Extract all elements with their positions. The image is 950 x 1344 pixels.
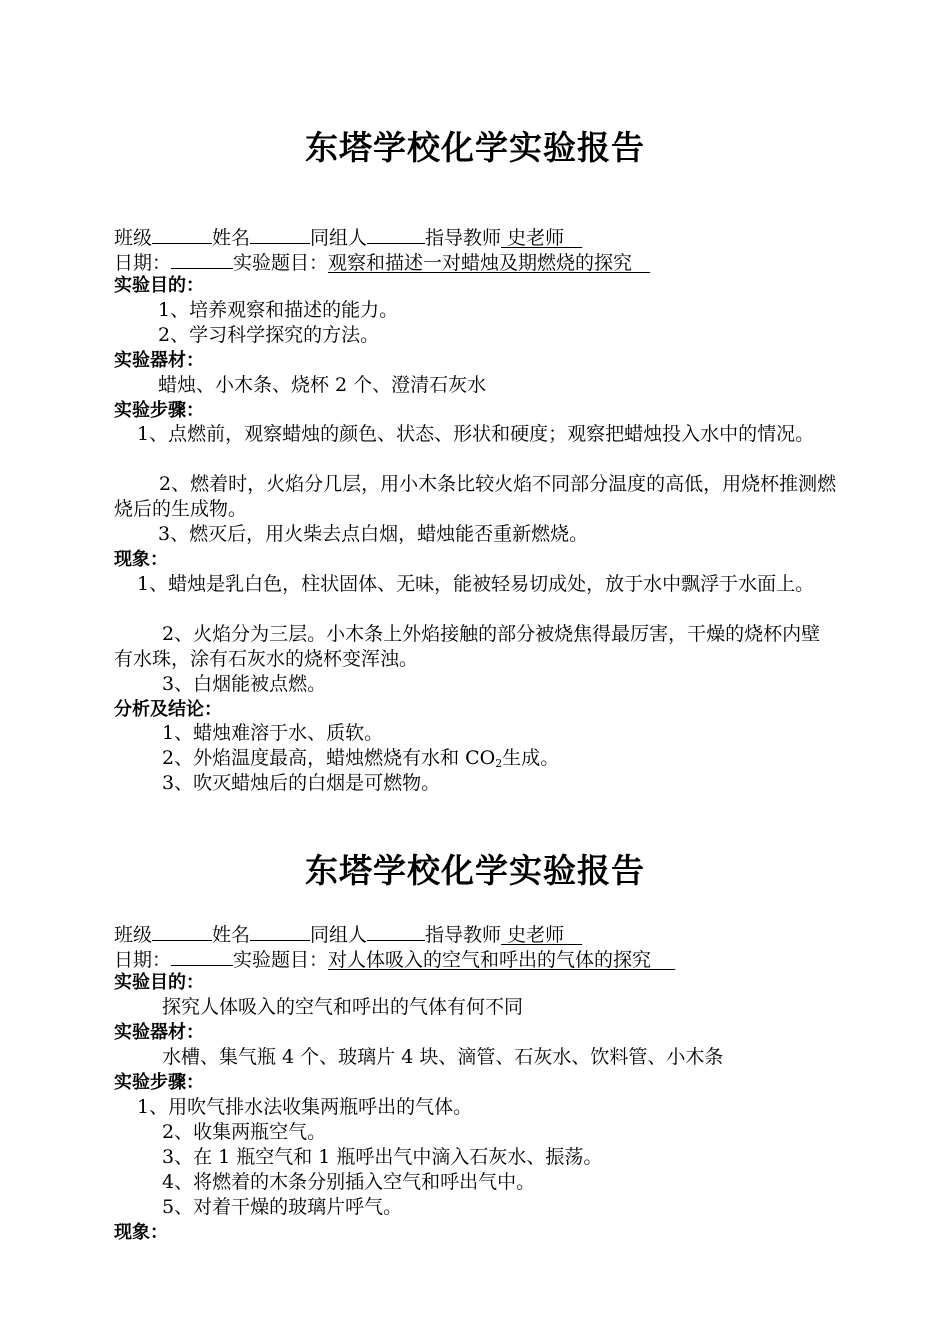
class-label: 班级 [114, 924, 153, 946]
name-blank[interactable] [250, 224, 310, 244]
step-item: 2、收集两瓶空气。 [162, 1121, 327, 1143]
steps-heading: 实验步骤： [114, 400, 204, 421]
teacher-label: 指导教师 [425, 924, 502, 946]
topic-value: 观察和描述一对蜡烛及期燃烧的探究 [328, 252, 651, 274]
date-blank[interactable] [171, 946, 233, 966]
name-label: 姓名 [212, 227, 251, 249]
analysis-item [114, 746, 838, 771]
step-item: 4、将燃着的木条分别插入空气和呼出气中。 [162, 1171, 536, 1193]
report-title: 东塔学校化学实验报告 [305, 128, 645, 167]
step-item: 2、燃着时，火焰分几层，用小木条比较火焰不同部分温度的高低，用烧杯推测燃烧后的生成物。 [114, 473, 837, 520]
report-title: 东塔学校化学实验报告 [305, 851, 645, 890]
name-blank[interactable] [250, 921, 310, 941]
step-item: 3、在 1 瓶空气和 1 瓶呼出气中滴入石灰水、振荡。 [162, 1146, 603, 1168]
phenomena-item: 3、白烟能被点燃。 [162, 673, 327, 695]
info-line-date [114, 946, 838, 973]
group-blank[interactable] [367, 224, 425, 244]
purpose-item: 1、培养观察和描述的能力。 [158, 299, 399, 321]
step-item: 1、点燃前，观察蜡烛的颜色、状态、形状和硬度；观察把蜡烛投入水中的情况。 [137, 423, 815, 445]
info-line-date [114, 249, 838, 276]
phenomena-item: 1、蜡烛是乳白色，柱状固体、无味，能被轻易切成处，放于水中飘浮于水面上。 [137, 573, 815, 595]
purpose-heading: 实验目的： [114, 275, 204, 296]
teacher-value: 史老师 [501, 227, 583, 249]
phenomena-item: 2、火焰分为三层。小木条上外焰接触的部分被烧焦得最厉害，干燥的烧杯内壁有水珠，涂有石灰水的烧杯变浑浊。 [114, 623, 821, 670]
analysis-text: 生成。 [502, 747, 560, 769]
step-item: 1、用吹气排水法收集两瓶呼出的气体。 [137, 1096, 473, 1118]
equipment-heading: 实验器材： [114, 350, 204, 371]
topic-value: 对人体吸入的空气和呼出的气体的探究 [328, 949, 676, 971]
phenomena-heading: 现象： [114, 1222, 168, 1243]
purpose-text: 探究人体吸入的空气和呼出的气体有何不同 [162, 996, 524, 1018]
phenomena-heading: 现象： [114, 549, 168, 570]
purpose-heading: 实验目的： [114, 972, 204, 993]
date-blank[interactable] [171, 249, 233, 269]
step-item: 5、对着干燥的玻璃片呼气。 [162, 1196, 403, 1218]
info-line-class [114, 224, 838, 251]
group-label: 同组人 [310, 227, 368, 249]
analysis-item: 1、蜡烛难溶于水、质软。 [162, 722, 384, 744]
class-blank[interactable] [152, 921, 212, 941]
subscript: 2 [495, 757, 503, 770]
date-label: 日期： [114, 949, 172, 971]
info-line-class [114, 921, 838, 948]
steps-heading: 实验步骤： [114, 1072, 204, 1093]
purpose-item: 2、学习科学探究的方法。 [158, 324, 380, 346]
topic-label: 实验题目： [233, 252, 329, 274]
equipment-text: 水槽、集气瓶 4 个、玻璃片 4 块、滴管、石灰水、饮料管、小木条 [162, 1046, 724, 1068]
topic-label: 实验题目： [233, 949, 329, 971]
step-item: 3、燃灭后，用火柴去点白烟，蜡烛能否重新燃烧。 [158, 523, 589, 545]
group-blank[interactable] [367, 921, 425, 941]
group-label: 同组人 [310, 924, 368, 946]
class-label: 班级 [114, 227, 153, 249]
name-label: 姓名 [212, 924, 251, 946]
date-label: 日期： [114, 252, 172, 274]
analysis-item: 3、吹灭蜡烛后的白烟是可燃物。 [162, 772, 441, 794]
analysis-heading: 分析及结论： [114, 699, 222, 720]
class-blank[interactable] [152, 224, 212, 244]
analysis-text: 2、外焰温度最高，蜡烛燃烧有水和 CO [162, 747, 496, 769]
teacher-value: 史老师 [501, 924, 583, 946]
equipment-text: 蜡烛、小木条、烧杯 2 个、澄清石灰水 [158, 374, 487, 396]
teacher-label: 指导教师 [425, 227, 502, 249]
equipment-heading: 实验器材： [114, 1022, 204, 1043]
